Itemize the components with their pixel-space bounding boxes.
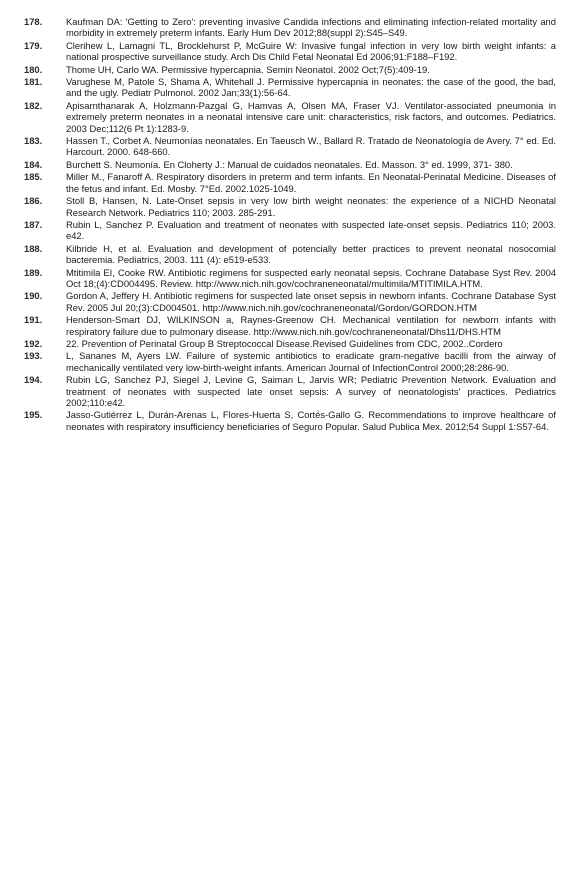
reference-text: Rubin LG, Sanchez PJ, Siegel J, Levine G, Saiman L, Jarvis WR; Pediatric Prevention Network. Evaluation and treatment of neonates with suspected late onset sepsis: A survey of neonatologists' practices. Pediatrics 2002;110:e42.	[66, 374, 556, 408]
reference-item	[24, 409, 556, 432]
reference-item	[24, 350, 556, 373]
reference-item	[24, 40, 556, 63]
reference-number: 194.	[24, 374, 43, 386]
reference-text: 22. Prevention of Perinatal Group B Streptococcal Disease.Revised Guidelines from CDC, 2002..Cordero	[66, 337, 503, 349]
reference-item	[24, 159, 556, 170]
reference-number: 184.	[24, 158, 43, 170]
reference-list	[24, 16, 556, 432]
reference-item	[24, 267, 556, 290]
reference-text: Mtitimila EI, Cooke RW. Antibiotic regimens for suspected early neonatal sepsis. Cochrane Database Syst Rev. 2004 Oct 18;(4):CD004495. Review. http://www.nich.nih.gov/cochraneneonatal/multimila/MTITIMILA.HTM.	[66, 266, 556, 289]
reference-number: 180.	[24, 63, 43, 75]
reference-number: 188.	[24, 242, 43, 254]
reference-number: 185.	[24, 171, 43, 183]
reference-text: Varughese M, Patole S, Shama A, Whitehall J. Permissive hypercapnia in neonates: the case of the good, the bad, and the ugly. Pediatr Pulmonol. 2002 Jan;33(1):56-64.	[66, 76, 556, 99]
reference-number: 181.	[24, 76, 43, 88]
reference-item	[24, 100, 556, 134]
reference-number: 186.	[24, 195, 43, 207]
reference-text: Stoll B, Hansen, N. Late-Onset sepsis in very low birth weight neonates: the experience of a NICHD Neonatal Research Network. Pediatrics 110; 2003. 285-291.	[66, 195, 556, 218]
reference-item	[24, 171, 556, 194]
reference-number: 187.	[24, 218, 43, 230]
reference-text: Thome UH, Carlo WA. Permissive hypercapnia. Semin Neonatol. 2002 Oct;7(5):409-19.	[66, 63, 430, 75]
reference-text: Burchett S. Neumonía. En Cloherty J.: Manual de cuidados neonatales. Ed. Masson. 3° ed. 1999, 371- 380.	[66, 158, 513, 170]
reference-text: L, Sananes M, Ayers LW. Failure of systemic antibiotics to eradicate gram-negative bacilli from the airway of mechanically ventilated very low-birth-weight infants. American Journal of InfectionControl 2000;28:286-90.	[66, 350, 556, 373]
reference-number: 191.	[24, 314, 43, 326]
reference-item	[24, 219, 556, 242]
reference-number: 195.	[24, 409, 43, 421]
reference-number: 192.	[24, 337, 43, 349]
reference-text: Henderson-Smart DJ, WILKINSON a, Raynes-Greenow CH. Mechanical ventilation for newborn infants with respiratory failure due to pulmonary disease. http://www.nich.nih.gov/cochraneneonatal/Dhs11/DHS.HTM	[66, 314, 556, 337]
reference-text: Miller M., Fanaroff A. Respiratory disorders in preterm and term infants. En Neonatal-Perinatal Medicine. Diseases of the fetus and infant. Ed. Mosby. 7°Ed. 2002.1025-1049.	[66, 171, 556, 194]
reference-number: 183.	[24, 135, 43, 147]
reference-item	[24, 135, 556, 158]
reference-item	[24, 76, 556, 99]
reference-text: Gordon A, Jeffery H. Antibiotic regimens for suspected late onset sepsis in newborn infants. Cochrane Database Syst Rev. 2005 Jul 20;(3):CD004501. http://www.nich.nih.gov/cochraneneonatal/Gordon/GORDON.HTM	[66, 290, 556, 313]
reference-number: 182.	[24, 99, 43, 111]
reference-text: Jasso-Gutiérrez L, Durán-Arenas L, Flores-Huerta S, Cortés-Gallo G. Recommendations to improve healthcare of neonates with respiratory insufficiency beneficiaries of Seguro Popular. Salud Publica Mex. 2012;54 Suppl 1:S57-64.	[66, 409, 556, 432]
reference-number: 193.	[24, 350, 43, 362]
reference-number: 178.	[24, 16, 43, 27]
reference-text: Apisarnthanarak A, Holzmann-Pazgal G, Hamvas A, Olsen MA, Fraser VJ. Ventilator-associated pneumonia in extremely preterm neonates in a neonatal intensive care unit: characteristics, risk factors, and outcomes. Pediatrics. 2003 Dec;112(6 Pt 1):1283-9.	[66, 99, 556, 134]
reference-text: Rubin L, Sanchez P. Evaluation and treatment of neonates with suspected late-onset sepsis. Pediatrics 110; 2003. e42.	[66, 218, 556, 242]
reference-text: Kaufman DA: 'Getting to Zero': preventing invasive Candida infections and eliminating infection-related mortality and morbidity in extremely preterm infants. Early Hum Dev 2012;88(suppl 2):S45–S49.	[66, 16, 556, 39]
reference-text: Clerihew L, Lamagni TL, Brocklehurst P, McGuire W: Invasive fungal infection in very low birth weight infants: a national prospective surveillance study. Arch Dis Child Fetal Neonatal Ed 2006;91:F188–F192.	[66, 39, 556, 63]
reference-number: 189.	[24, 266, 43, 278]
reference-item	[24, 243, 556, 266]
reference-text: Hassen T., Corbet A. Neumonías neonatales. En Taeusch W., Ballard R. Tratado de Neonatología de Avery. 7° ed. Ed. Harcourt. 2000. 648-660.	[66, 135, 556, 158]
reference-item	[24, 195, 556, 218]
reference-number: 190.	[24, 290, 43, 302]
reference-item	[24, 314, 556, 337]
reference-number: 179.	[24, 39, 43, 51]
reference-item	[24, 290, 556, 313]
reference-item	[24, 374, 556, 408]
reference-item	[24, 16, 556, 39]
reference-item	[24, 64, 556, 75]
reference-text: Kilbride H, et al. Evaluation and development of potencially better practices to prevent neonatal nosocomial bacteremia. Pediatrics, 2003. 111 (4): e519-e533.	[66, 242, 556, 266]
reference-item	[24, 338, 556, 349]
